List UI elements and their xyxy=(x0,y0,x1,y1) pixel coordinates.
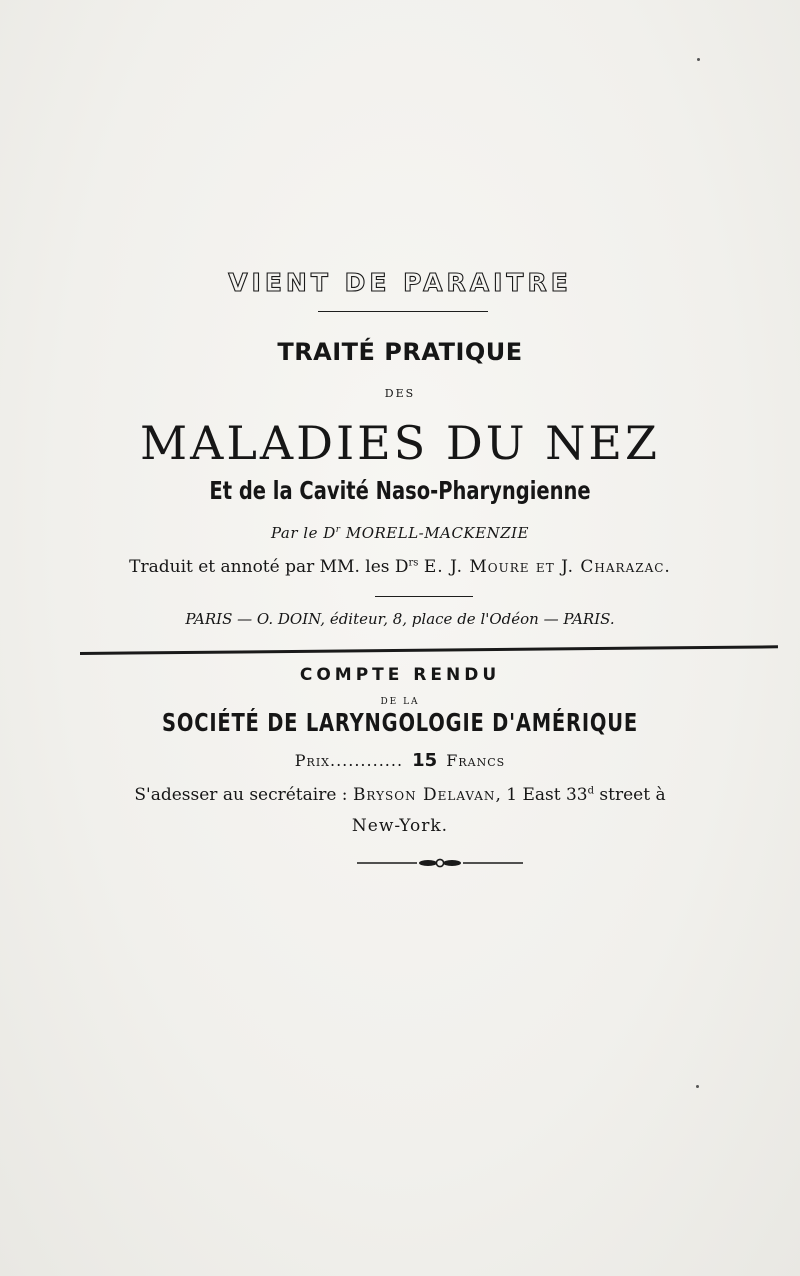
publisher-line: PARIS — O. DOIN, éditeur, 8, place de l'Odéon — PARIS. xyxy=(185,610,615,628)
society-name: SOCIÉTÉ DE LARYNGOLOGIE D'AMÉRIQUE xyxy=(162,708,638,737)
contact-sup: d xyxy=(587,785,595,797)
contact-line xyxy=(0,785,800,805)
kicker-heading: VIENT DE PARAITRE xyxy=(228,268,572,297)
translated-sup: rs xyxy=(408,557,419,569)
price-label: Prix............ xyxy=(294,751,404,770)
kicker-rule xyxy=(318,311,488,312)
price-unit: Francs xyxy=(446,751,506,770)
author-sup: r xyxy=(335,525,341,535)
section-divider xyxy=(80,645,778,655)
author-name: MORELL-MACKENZIE xyxy=(345,524,529,542)
de-la-words: DE LA xyxy=(380,697,420,707)
ornament-divider xyxy=(355,855,525,871)
price-value: 15 xyxy=(412,750,438,771)
paper-speck xyxy=(697,58,700,61)
contact-name: Bryson Delavan xyxy=(352,785,496,805)
paper-speck xyxy=(696,1085,699,1088)
title-small: TRAITÉ PRATIQUE xyxy=(277,338,523,366)
translator-line xyxy=(0,557,800,577)
contact-address-prefix: , 1 East 33 xyxy=(495,785,588,805)
author-line xyxy=(0,524,800,542)
author-prefix: Par le D xyxy=(270,524,336,542)
contact-city: New-York. xyxy=(351,816,449,836)
main-title: MALADIES DU NEZ xyxy=(140,416,660,470)
separator-rule xyxy=(375,596,473,597)
des-word: DES xyxy=(384,387,416,400)
contact-prefix: S'adesser au secrétaire : xyxy=(134,785,353,805)
translated-prefix: Traduit et annoté par MM. les D xyxy=(129,557,409,577)
contact-address-suffix: street à xyxy=(594,785,666,805)
translated-names: E. J. Moure et J. Charazac. xyxy=(423,557,671,577)
price-line xyxy=(0,750,800,771)
report-heading: COMPTE RENDU xyxy=(299,665,501,685)
subtitle: Et de la Cavité Naso-Pharyngienne xyxy=(209,476,591,505)
